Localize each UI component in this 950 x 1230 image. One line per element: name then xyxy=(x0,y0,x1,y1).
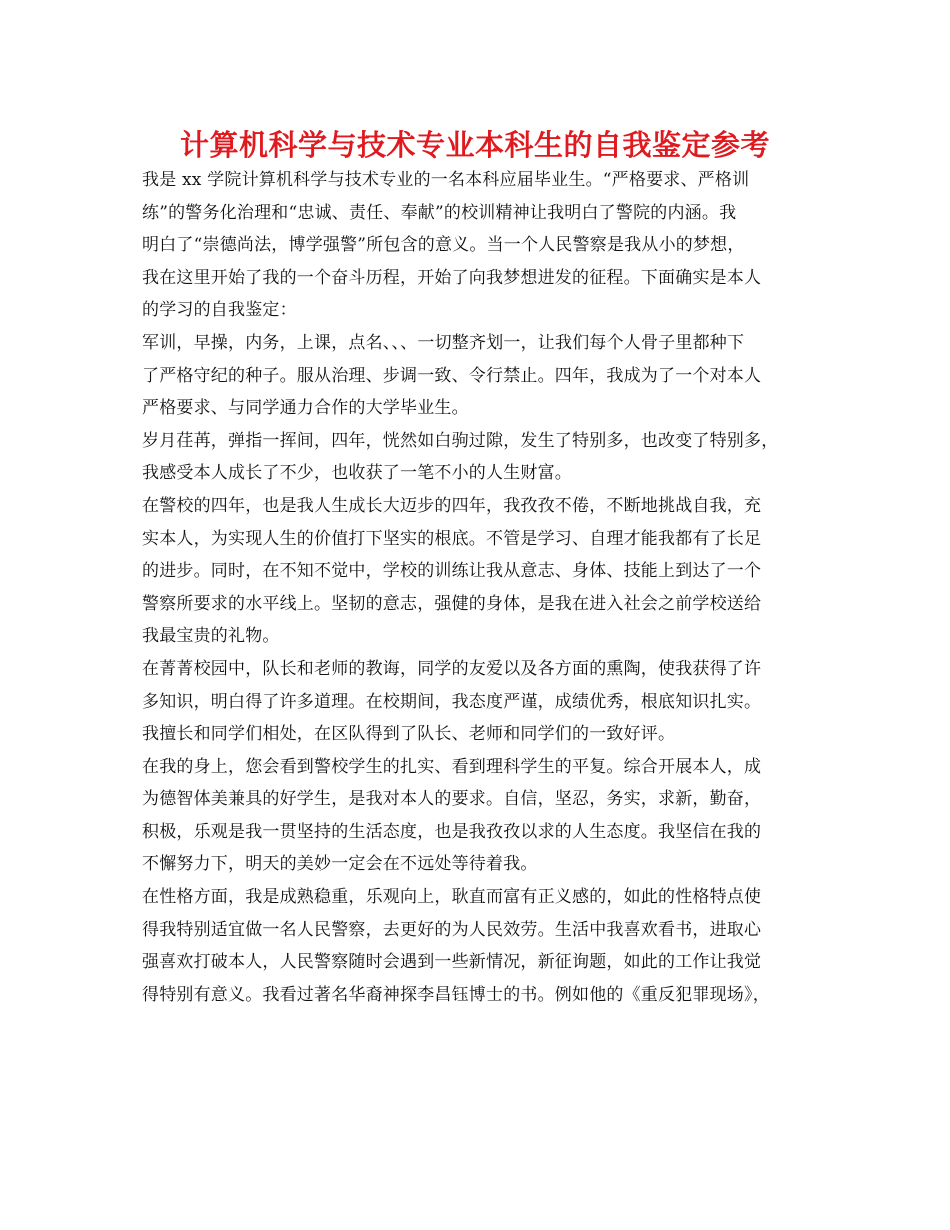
body-line: 我在这里开始了我的一个奋斗历程，开始了向我梦想进发的征程。下面确实是本人 xyxy=(142,267,762,288)
body-line: 严格要求、与同学通力合作的大学毕业生。 xyxy=(142,398,469,419)
body-line: 在性格方面，我是成熟稳重，乐观向上，耿直而富有正义感的，如此的性格特点使 xyxy=(142,887,762,908)
document-body xyxy=(142,164,822,1011)
body-line: 岁月荏苒，弹指一挥间，四年，恍然如白驹过隙，发生了特别多，也改变了特别多， xyxy=(142,430,779,451)
document-title: 计算机科学与技术专业本科生的自我鉴定参考 xyxy=(179,128,770,162)
body-line: 军训，早操，内务，上课，点名、、、一切整齐划一，让我们每个人骨子里都种下 xyxy=(142,332,745,353)
body-line: 在我的身上，您会看到警校学生的扎实、看到理科学生的平复。综合开展本人，成 xyxy=(142,756,762,777)
body-line: 明白了“崇德尚法，博学强警”所包含的意义。当一个人民警察是我从小的梦想， xyxy=(142,235,745,256)
body-line: 的进步。同时，在不知不觉中，学校的训练让我从意志、身体、技能上到达了一个 xyxy=(142,561,762,582)
body-line: 得我特别适宜做一名人民警察，去更好的为人民效劳。生活中我喜欢看书，进取心 xyxy=(142,919,762,940)
body-line: 我是 xx 学院计算机科学与技术专业的一名本科应届毕业生。“严格要求、严格训 xyxy=(142,170,750,190)
body-line: 实本人，为实现人生的价值打下坚实的根底。不管是学习、自理才能我都有了长足 xyxy=(142,528,762,549)
body-line: 强喜欢打破本人，人民警察随时会遇到一些新情况，新征询题，如此的工作让我觉 xyxy=(142,952,762,973)
body-line: 我最宝贵的礼物。 xyxy=(142,626,280,647)
body-line: 我感受本人成长了不少，也收获了一笔不小的人生财富。 xyxy=(142,463,572,484)
body-line: 了严格守纪的种子。服从治理、步调一致、令行禁止。四年，我成为了一个对本人 xyxy=(142,365,762,386)
body-line: 警察所要求的水平线上。坚韧的意志，强健的身体，是我在进入社会之前学校送给 xyxy=(142,593,762,614)
body-line: 不懈努力下，明天的美妙一定会在不远处等待着我。 xyxy=(142,854,538,875)
body-line: 得特别有意义。我看过著名华裔神探李昌钰博士的书。例如他的《重反犯罪现场》， xyxy=(142,984,770,1005)
body-line: 在菁菁校园中，队长和老师的教诲，同学的友爱以及各方面的熏陶，使我获得了许 xyxy=(142,658,762,679)
body-line: 我擅长和同学们相处，在区队得到了队长、老师和同学们的一致好评。 xyxy=(142,724,676,745)
body-line: 在警校的四年，也是我人生成长大迈步的四年，我孜孜不倦，不断地挑战自我，充 xyxy=(142,495,762,516)
body-line: 积极，乐观是我一贯坚持的生活态度，也是我孜孜以求的人生态度。我坚信在我的 xyxy=(142,821,762,842)
body-line: 为德智体美兼具的好学生，是我对本人的要求。自信，坚忍，务实，求新，勤奋， xyxy=(142,789,762,810)
body-line: 多知识，明白得了许多道理。在校期间，我态度严谨，成绩优秀，根底知识扎实。 xyxy=(142,691,762,712)
body-line: 的学习的自我鉴定： xyxy=(142,300,297,321)
body-line: 练”的警务化治理和“忠诚、责任、奉献”的校训精神让我明白了警院的内涵。我 xyxy=(142,202,737,223)
